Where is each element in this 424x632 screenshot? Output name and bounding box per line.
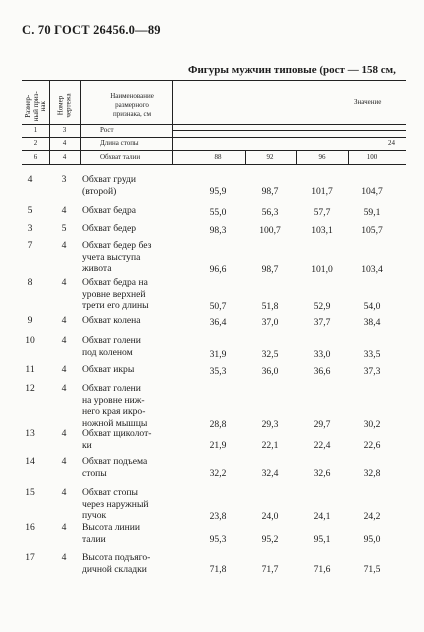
feature-number: 16	[25, 522, 35, 533]
measure-value: 37,3	[363, 366, 381, 377]
feature-name-line: на уровне ниж-	[82, 394, 145, 406]
waist-value: 96	[318, 153, 326, 161]
name-header-line: Наименование	[110, 92, 154, 100]
drawing-number: 4	[61, 315, 67, 326]
drawing-number: 4	[61, 487, 67, 498]
foot-length-value: 24	[388, 139, 395, 147]
measure-value: 71,8	[209, 564, 227, 575]
value-column-rule	[348, 150, 349, 164]
feature-name	[82, 223, 174, 235]
feature-name-line: Обхват бедер	[82, 223, 137, 234]
feature-name-line: через наружный	[82, 498, 149, 510]
feature-name	[82, 487, 174, 522]
measure-value: 33,5	[363, 349, 381, 360]
measure-value: 37,0	[261, 317, 279, 328]
feature-name-line: дичной складки	[82, 563, 147, 575]
measure-value: 32,2	[209, 468, 227, 479]
table-title: Фигуры мужчин типовые (рост — 158 см,	[188, 64, 396, 76]
feature-name-line: стопы	[82, 467, 107, 479]
measure-value: 71,7	[261, 564, 279, 575]
feature-name-line: Обхват икры	[82, 364, 135, 375]
measure-value: 95,1	[313, 534, 331, 545]
feature-name	[82, 315, 174, 327]
measure-value: 95,2	[261, 534, 279, 545]
feature-name-line: ки	[82, 439, 92, 451]
feature-number: 15	[25, 487, 35, 498]
measure-value: 103,4	[361, 264, 383, 275]
measure-value: 98,7	[261, 186, 279, 197]
measure-value: 55,0	[209, 207, 227, 218]
drawing-number: 3	[61, 174, 67, 185]
measure-value: 52,9	[313, 301, 331, 312]
feature-name-line: Обхват подъема	[82, 456, 148, 467]
feature-name-line: Обхват голени	[82, 383, 141, 394]
feature-name-line: ножной мышцы	[82, 417, 148, 429]
col-feature-number-header-line: Размер-	[23, 94, 32, 118]
feature-name: Обхват талии	[100, 153, 141, 161]
measure-value: 31,9	[209, 349, 227, 360]
measure-value: 95,9	[209, 186, 227, 197]
drawing-number: 4	[61, 383, 67, 394]
feature-name	[82, 335, 174, 358]
measure-value: 30,2	[363, 419, 381, 430]
feature-name-line: него края икро-	[82, 406, 146, 417]
measure-value: 21,9	[209, 440, 227, 451]
measure-value: 105,7	[361, 225, 383, 236]
measure-value: 24,1	[313, 511, 331, 522]
waist-value: 100	[366, 153, 378, 161]
measure-value: 24,0	[261, 511, 279, 522]
waist-value: 92	[266, 153, 274, 161]
feature-name-line: под коленом	[82, 346, 133, 358]
measure-value: 36,4	[209, 317, 227, 328]
measure-value: 57,7	[313, 207, 331, 218]
feature-number: 5	[27, 205, 33, 216]
measure-value: 32,6	[313, 468, 331, 479]
measure-value: 33,0	[313, 349, 331, 360]
feature-name-line: пучок	[82, 510, 107, 521]
feature-name-line: Обхват бедра на	[82, 277, 148, 288]
col-feature-number-header-line: нак	[38, 101, 47, 112]
feature-name	[82, 522, 174, 545]
page-header: С. 70 ГОСТ 26456.0—89	[22, 23, 161, 37]
feature-name-line: Обхват груди	[82, 174, 137, 185]
drawing-number: 4	[61, 428, 67, 439]
drawing-number: 4	[61, 240, 67, 251]
measure-value: 101,0	[311, 264, 333, 275]
feature-number: 7	[27, 240, 33, 251]
drawing-number: 4	[61, 364, 67, 375]
feature-number: 11	[25, 364, 35, 375]
feature-name-line: уровне верхней	[82, 288, 146, 300]
value-header: Значение	[354, 98, 382, 106]
measure-value: 98,7	[261, 264, 279, 275]
waist-value: 88	[214, 153, 222, 161]
feature-number: 4	[27, 174, 33, 185]
drawing-number: 4	[61, 335, 67, 346]
measure-value: 32,5	[261, 349, 279, 360]
measure-value: 101,7	[311, 186, 333, 197]
measure-value: 103,1	[311, 225, 333, 236]
drawing-number: 4	[62, 139, 67, 147]
table-rule	[80, 80, 81, 164]
feature-name-line: живота	[82, 263, 112, 274]
measure-value: 37,7	[313, 317, 331, 328]
measure-value: 51,8	[261, 301, 279, 312]
measure-value: 35,3	[209, 366, 227, 377]
feature-number: 10	[25, 335, 35, 346]
drawing-number: 4	[62, 153, 67, 161]
feature-name	[82, 383, 174, 429]
feature-name	[82, 456, 174, 479]
feature-name-line: Высота подъяго-	[82, 552, 151, 563]
header-end-rule	[22, 164, 406, 165]
measure-value: 71,5	[363, 564, 381, 575]
feature-number: 17	[25, 552, 35, 563]
measure-value: 24,2	[363, 511, 381, 522]
col-drawing-number-header-line: чертежа	[64, 93, 72, 118]
measure-value: 71,6	[313, 564, 331, 575]
table-rule	[49, 80, 50, 164]
drawing-number: 4	[61, 552, 67, 563]
feature-name	[82, 240, 174, 275]
drawing-number: 4	[61, 522, 67, 533]
name-header-line: признака, см	[112, 110, 152, 118]
name-header-line: размерного	[115, 101, 149, 109]
measure-value: 96,6	[209, 264, 227, 275]
measure-value: 98,3	[209, 225, 227, 236]
measure-value: 100,7	[259, 225, 281, 236]
feature-name-line: Обхват бедер без	[82, 240, 152, 251]
feature-name-line: Обхват бедра	[82, 205, 137, 216]
feature-number: 14	[25, 456, 35, 467]
feature-name-line: Обхват щиколот-	[82, 428, 152, 439]
feature-name-line: талии	[82, 533, 106, 545]
feature-name: Длина стопы	[100, 139, 139, 147]
feature-name	[82, 552, 174, 575]
measure-value: 29,7	[313, 419, 331, 430]
measure-value: 59,1	[363, 207, 381, 218]
feature-number: 6	[33, 153, 38, 161]
measure-value: 32,4	[261, 468, 279, 479]
feature-name-line: Обхват голени	[82, 335, 141, 346]
measure-value: 23,8	[209, 511, 227, 522]
col-drawing-number-header-line: Номер	[56, 95, 65, 116]
measure-value: 36,6	[313, 366, 331, 377]
feature-number: 13	[25, 428, 35, 439]
feature-name-line: Высота линии	[82, 522, 141, 533]
drawing-number: 4	[61, 205, 67, 216]
measure-value: 56,3	[261, 207, 279, 218]
measure-value: 22,1	[261, 440, 279, 451]
measure-value: 36,0	[261, 366, 279, 377]
feature-number: 3	[27, 223, 33, 234]
value-column-rule	[245, 150, 246, 164]
measure-value: 54,0	[363, 301, 381, 312]
measure-value: 22,4	[313, 440, 331, 451]
measure-value: 28,8	[209, 419, 227, 430]
feature-name	[82, 174, 174, 197]
feature-name	[82, 205, 174, 217]
drawing-number: 5	[61, 223, 67, 234]
measure-value: 104,7	[361, 186, 383, 197]
feature-number: 2	[33, 139, 38, 147]
measure-value: 32,8	[363, 468, 381, 479]
feature-name-line: учета выступа	[82, 251, 141, 263]
feature-name-line: трети его длины	[82, 300, 149, 311]
measure-value: 95,0	[363, 534, 381, 545]
feature-name-line: Обхват колена	[82, 315, 141, 326]
feature-name	[82, 364, 174, 376]
drawing-number: 3	[62, 126, 67, 134]
measure-value: 50,7	[209, 301, 227, 312]
feature-number: 9	[27, 315, 33, 326]
drawing-number: 4	[61, 277, 67, 288]
feature-number: 12	[25, 383, 35, 394]
feature-number: 1	[33, 126, 38, 134]
drawing-number: 4	[61, 456, 67, 467]
feature-name: Рост	[100, 126, 114, 134]
measure-value: 38,4	[363, 317, 381, 328]
feature-number: 8	[27, 277, 33, 288]
feature-name-line: Обхват стопы	[82, 487, 138, 498]
feature-name	[82, 428, 174, 451]
col-feature-number-header-line: ный приз-	[31, 91, 40, 122]
value-divider-rule	[172, 130, 406, 131]
measure-value: 22,6	[363, 440, 381, 451]
feature-name-line: (второй)	[82, 185, 117, 197]
feature-name	[82, 277, 174, 312]
value-column-rule	[296, 150, 297, 164]
measure-value: 95,3	[209, 534, 227, 545]
measure-value: 29,3	[261, 419, 279, 430]
